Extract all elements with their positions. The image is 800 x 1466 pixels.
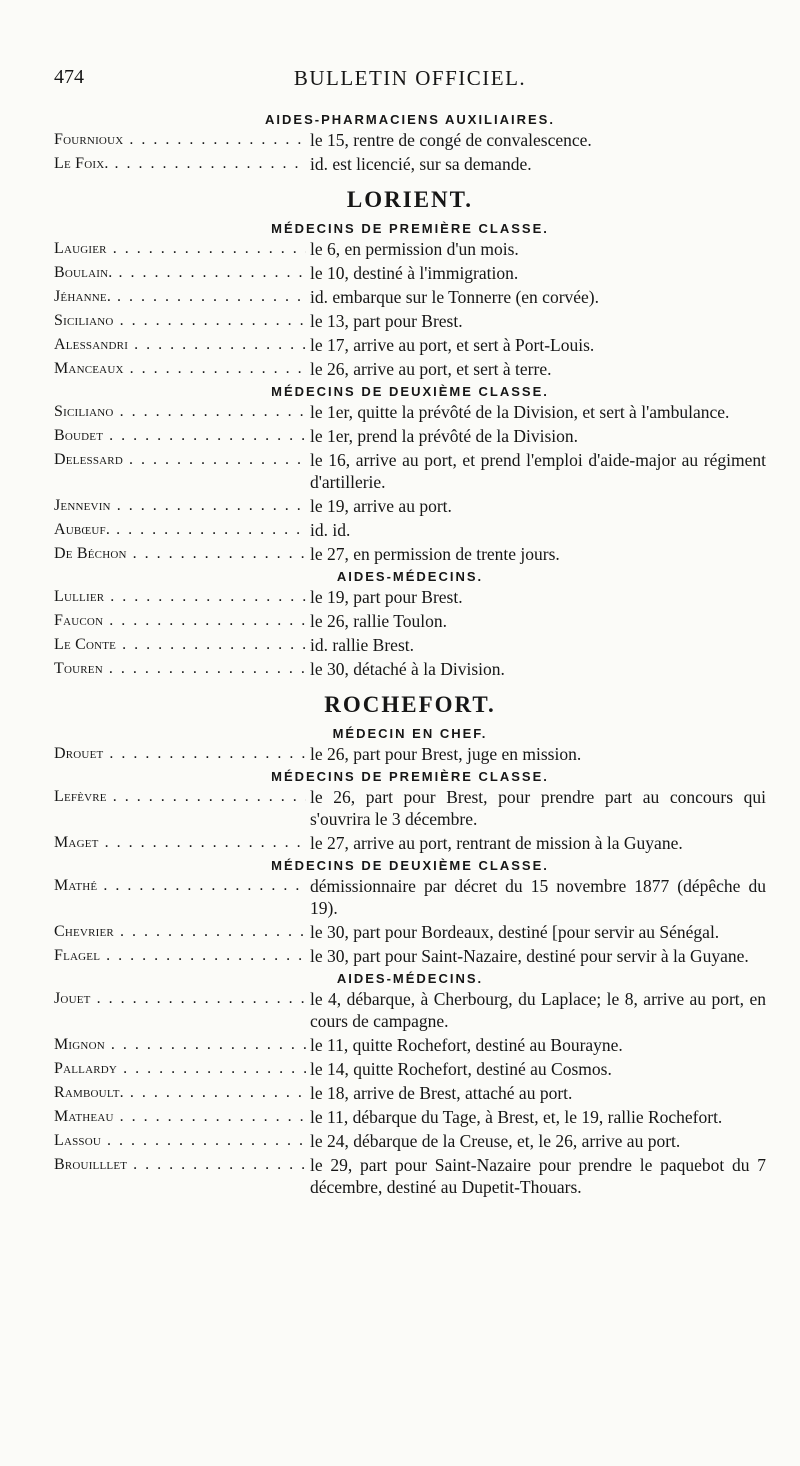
officer-name: Mathé . . . — [54, 875, 306, 919]
officer-name: Le Foix. . . . — [54, 153, 306, 175]
section-heading: AIDES-MÉDECINS. — [336, 971, 484, 986]
list-item — [54, 988, 766, 1032]
list-item — [54, 1034, 766, 1056]
list-item — [54, 153, 766, 175]
officer-name: Maget . . . — [54, 832, 306, 854]
entry-text: id. rallie Brest. — [310, 635, 415, 655]
list-item — [54, 310, 766, 332]
officer-name: Aubœuf. . . . — [54, 519, 306, 541]
entry-text: le 1er, prend la prévôté de la Division. — [310, 426, 579, 446]
list-item — [54, 334, 766, 356]
list-item — [54, 495, 766, 517]
officer-name: Le Conte . . . — [54, 634, 306, 656]
list-item — [54, 519, 766, 541]
list-item — [54, 743, 766, 765]
entry-text: le 17, arrive au port, et sert à Port-Louis. — [310, 335, 595, 355]
officer-name: Drouet . . . — [54, 743, 306, 765]
list-item — [54, 1082, 766, 1104]
list-item — [54, 658, 766, 680]
list-item — [54, 238, 766, 260]
entry-text: le 11, quitte Rochefort, destiné au Bourayne. — [310, 1035, 623, 1055]
entry-text: id. embarque sur le Tonnerre (en corvée). — [310, 287, 600, 307]
section-heading: MÉDECINS DE DEUXIÈME CLASSE. — [271, 384, 549, 399]
port-heading: LORIENT. — [346, 187, 474, 212]
entry-text: le 4, débarque, à Cherbourg, du Laplace; le 8, arrive au port, en cours de campagne. — [310, 989, 766, 1031]
section-heading: MÉDECINS DE PREMIÈRE CLASSE. — [271, 221, 549, 236]
officer-name: Delessard . . . — [54, 449, 306, 493]
officer-name: Alessandri . . . — [54, 334, 306, 356]
page-header — [54, 66, 766, 100]
entry-text: le 13, part pour Brest. — [310, 311, 463, 331]
officer-name: Lassou . . . — [54, 1130, 306, 1152]
list-item — [54, 1130, 766, 1152]
entry-text: le 19, arrive au port. — [310, 496, 452, 516]
list-item — [54, 543, 766, 565]
list-item — [54, 358, 766, 380]
list-item — [54, 832, 766, 854]
officer-name: Ramboult. . . . — [54, 1082, 306, 1104]
officer-name: Siciliano . . . — [54, 401, 306, 423]
port-heading: ROCHEFORT. — [324, 692, 496, 717]
section-heading: MÉDECINS DE DEUXIÈME CLASSE. — [271, 858, 549, 873]
officer-name: Matheau . . . — [54, 1106, 306, 1128]
entry-text: le 14, quitte Rochefort, destiné au Cosmos. — [310, 1059, 612, 1079]
list-item — [54, 401, 766, 423]
officer-name: Mignon . . . — [54, 1034, 306, 1056]
entry-text: le 30, part pour Bordeaux, destiné [pour servir au Sénégal. — [310, 922, 720, 942]
officer-name: Boudet . . . — [54, 425, 306, 447]
officer-name: De Béchon . . . — [54, 543, 306, 565]
list-item — [54, 1058, 766, 1080]
entry-text: id. est licencié, sur sa demande. — [310, 154, 532, 174]
section-heading: AIDES-MÉDECINS. — [336, 569, 484, 584]
list-item — [54, 921, 766, 943]
officer-name: Fournioux . . . — [54, 129, 306, 151]
officer-name: Jennevin . . . — [54, 495, 306, 517]
entry-text: le 26, rallie Toulon. — [310, 611, 447, 631]
entry-text: le 6, en permission d'un mois. — [310, 239, 519, 259]
list-item — [54, 449, 766, 493]
officer-name: Chevrier . . . — [54, 921, 306, 943]
section-heading: AIDES-PHARMACIENS AUXILIAIRES. — [265, 112, 555, 127]
entry-text: le 15, rentre de congé de convalescence. — [310, 130, 592, 150]
list-item — [54, 425, 766, 447]
running-title: BULLETIN OFFICIEL. — [293, 66, 527, 90]
entry-text: le 18, arrive de Brest, attaché au port. — [310, 1083, 573, 1103]
entry-text: le 19, part pour Brest. — [310, 587, 463, 607]
officer-name: Laugier . . . — [54, 238, 306, 260]
officer-name: Boulain. . . . — [54, 262, 306, 284]
list-item — [54, 586, 766, 608]
officer-name: Flagel . . . — [54, 945, 306, 967]
officer-name: Lefèvre . . . — [54, 786, 306, 830]
officer-name: Lullier . . . — [54, 586, 306, 608]
entry-text: le 11, débarque du Tage, à Brest, et, le 19, rallie Rochefort. — [310, 1107, 723, 1127]
entry-text: le 30, part pour Saint-Nazaire, destiné pour servir à la Guyane. — [310, 946, 749, 966]
list-item — [54, 129, 766, 151]
entry-text: le 27, en permission de trente jours. — [310, 544, 560, 564]
list-item — [54, 262, 766, 284]
section-heading: MÉDECIN EN CHEF. — [332, 726, 488, 741]
list-item — [54, 1106, 766, 1128]
officer-name: Brouilllet . . . — [54, 1154, 306, 1198]
page-number: 474 — [54, 66, 84, 88]
entry-text: le 29, part pour Saint-Nazaire pour prendre le paquebot du 7 décembre, destiné au Dupetit-Thouars. — [310, 1155, 766, 1197]
list-item — [54, 610, 766, 632]
section-heading: MÉDECINS DE PREMIÈRE CLASSE. — [271, 769, 549, 784]
list-item — [54, 875, 766, 919]
entry-text: le 30, détaché à la Division. — [310, 659, 505, 679]
list-item — [54, 945, 766, 967]
entry-text: id. id. — [310, 520, 351, 540]
entry-text: le 27, arrive au port, rentrant de mission à la Guyane. — [310, 833, 683, 853]
entry-text: le 26, part pour Brest, juge en mission. — [310, 744, 582, 764]
officer-name: Jouet . . . — [54, 988, 306, 1032]
page-body — [54, 108, 766, 1200]
entry-text: le 26, part pour Brest, pour prendre part au concours qui s'ouvrira le 3 décembre. — [310, 787, 766, 829]
list-item — [54, 786, 766, 830]
officer-name: Pallardy . . . — [54, 1058, 306, 1080]
entry-text: le 10, destiné à l'immigration. — [310, 263, 519, 283]
list-item — [54, 1154, 766, 1198]
officer-name: Siciliano . . . — [54, 310, 306, 332]
entry-text: le 24, débarque de la Creuse, et, le 26, arrive au port. — [310, 1131, 681, 1151]
entry-text: démissionnaire par décret du 15 novembre 1877 (dépêche du 19). — [310, 876, 766, 918]
officer-name: Touren . . . — [54, 658, 306, 680]
list-item — [54, 286, 766, 308]
list-item — [54, 634, 766, 656]
entry-text: le 16, arrive au port, et prend l'emploi d'aide-major au régiment d'artillerie. — [310, 450, 766, 492]
entry-text: le 1er, quitte la prévôté de la Division, et sert à l'ambulance. — [310, 402, 730, 422]
officer-name: Faucon . . . — [54, 610, 306, 632]
officer-name: Manceaux . . . — [54, 358, 306, 380]
officer-name: Jéhanne. . . . — [54, 286, 306, 308]
entry-text: le 26, arrive au port, et sert à terre. — [310, 359, 552, 379]
